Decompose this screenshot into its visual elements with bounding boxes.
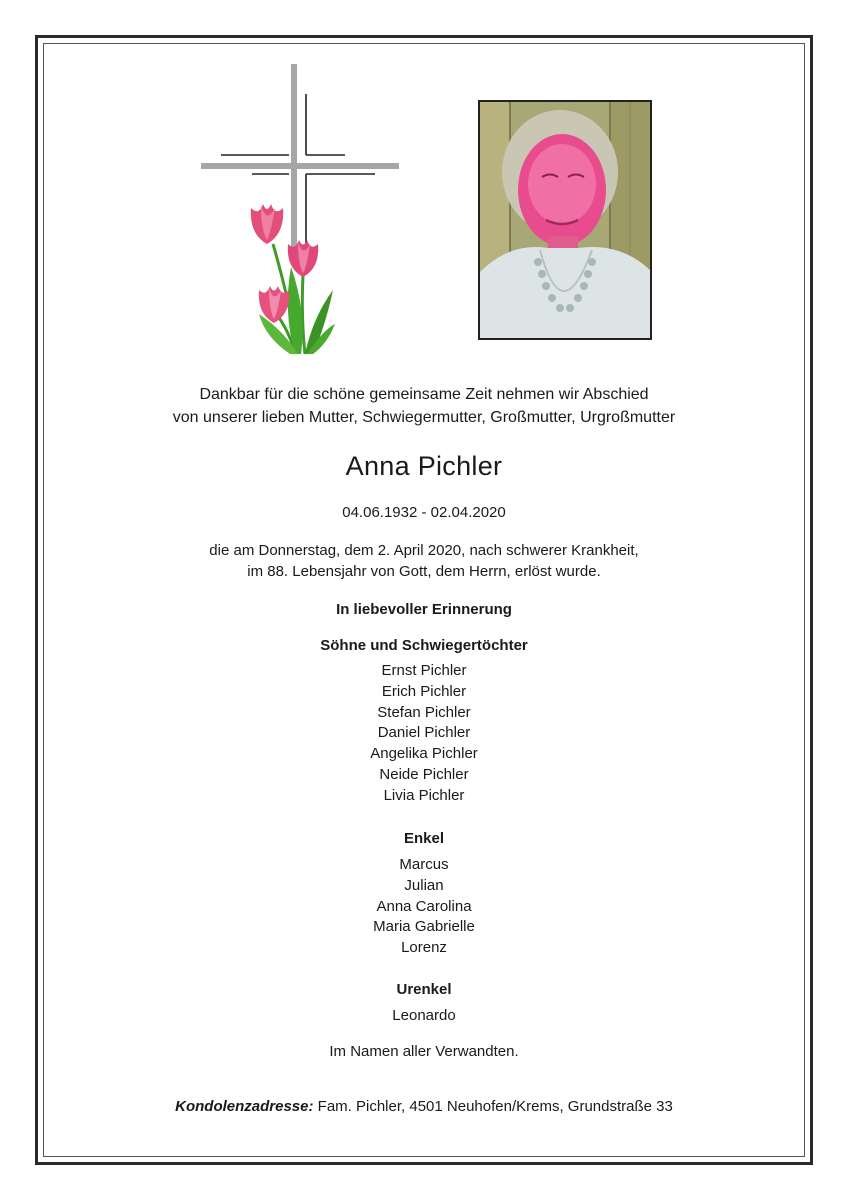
list-item: Leonardo bbox=[392, 1007, 456, 1024]
list-item: Daniel Pichler bbox=[377, 724, 471, 742]
intro-text bbox=[0, 383, 848, 429]
cross-with-tulips-icon bbox=[195, 62, 405, 357]
intro-line-1: Dankbar für die schöne gemeinsame Zeit nehmen wir Abschied bbox=[199, 386, 649, 403]
list-item: Marcus bbox=[399, 856, 449, 873]
list-item: Ernst Pichler bbox=[381, 662, 467, 679]
group-title-sons: Söhne und Schwiegertöchter bbox=[320, 637, 528, 654]
name-list-great-grandchildren bbox=[0, 1006, 848, 1027]
group-title-great-grandchildren: Urenkel bbox=[396, 981, 452, 998]
condolence-address bbox=[0, 1098, 848, 1115]
name-list-grandchildren bbox=[0, 855, 848, 959]
address-label: Kondolenzadresse: bbox=[175, 1098, 314, 1115]
list-item: Stefan Pichler bbox=[377, 703, 471, 721]
list-item: Angelika Pichler bbox=[370, 745, 478, 763]
intro-line-2: von unserer lieben Mutter, Schwiegermutter, Großmutter, Urgroßmutter bbox=[172, 409, 676, 426]
list-item: Erich Pichler bbox=[381, 682, 467, 700]
death-line-2: im 88. Lebensjahr von Gott, dem Herrn, erlöst wurde. bbox=[247, 563, 601, 580]
list-item: Livia Pichler bbox=[383, 786, 465, 804]
portrait-illustration bbox=[480, 102, 650, 338]
group-sons bbox=[0, 637, 848, 807]
death-notice bbox=[0, 540, 848, 582]
name-list-sons bbox=[0, 661, 848, 807]
relatives-line: Im Namen aller Verwandten. bbox=[329, 1043, 519, 1060]
death-line-1: die am Donnerstag, dem 2. April 2020, nach schwerer Krankheit, bbox=[209, 542, 639, 559]
group-title-grandchildren: Enkel bbox=[403, 830, 445, 847]
list-item: Maria Gabrielle bbox=[373, 918, 475, 936]
portrait-photo bbox=[478, 100, 652, 340]
list-item: Lorenz bbox=[401, 939, 447, 957]
address-value: Fam. Pichler, 4501 Neuhofen/Krems, Grundstraße 33 bbox=[317, 1098, 673, 1115]
list-item: Julian bbox=[404, 876, 444, 894]
list-item: Neide Pichler bbox=[379, 765, 469, 783]
deceased-name: Anna Pichler bbox=[345, 451, 503, 481]
life-dates: 04.06.1932 - 02.04.2020 bbox=[342, 504, 506, 521]
memory-heading: In liebevoller Erinnerung bbox=[336, 601, 512, 618]
group-great-grandchildren bbox=[0, 981, 848, 1027]
list-item: Anna Carolina bbox=[376, 897, 472, 915]
group-grandchildren bbox=[0, 830, 848, 959]
